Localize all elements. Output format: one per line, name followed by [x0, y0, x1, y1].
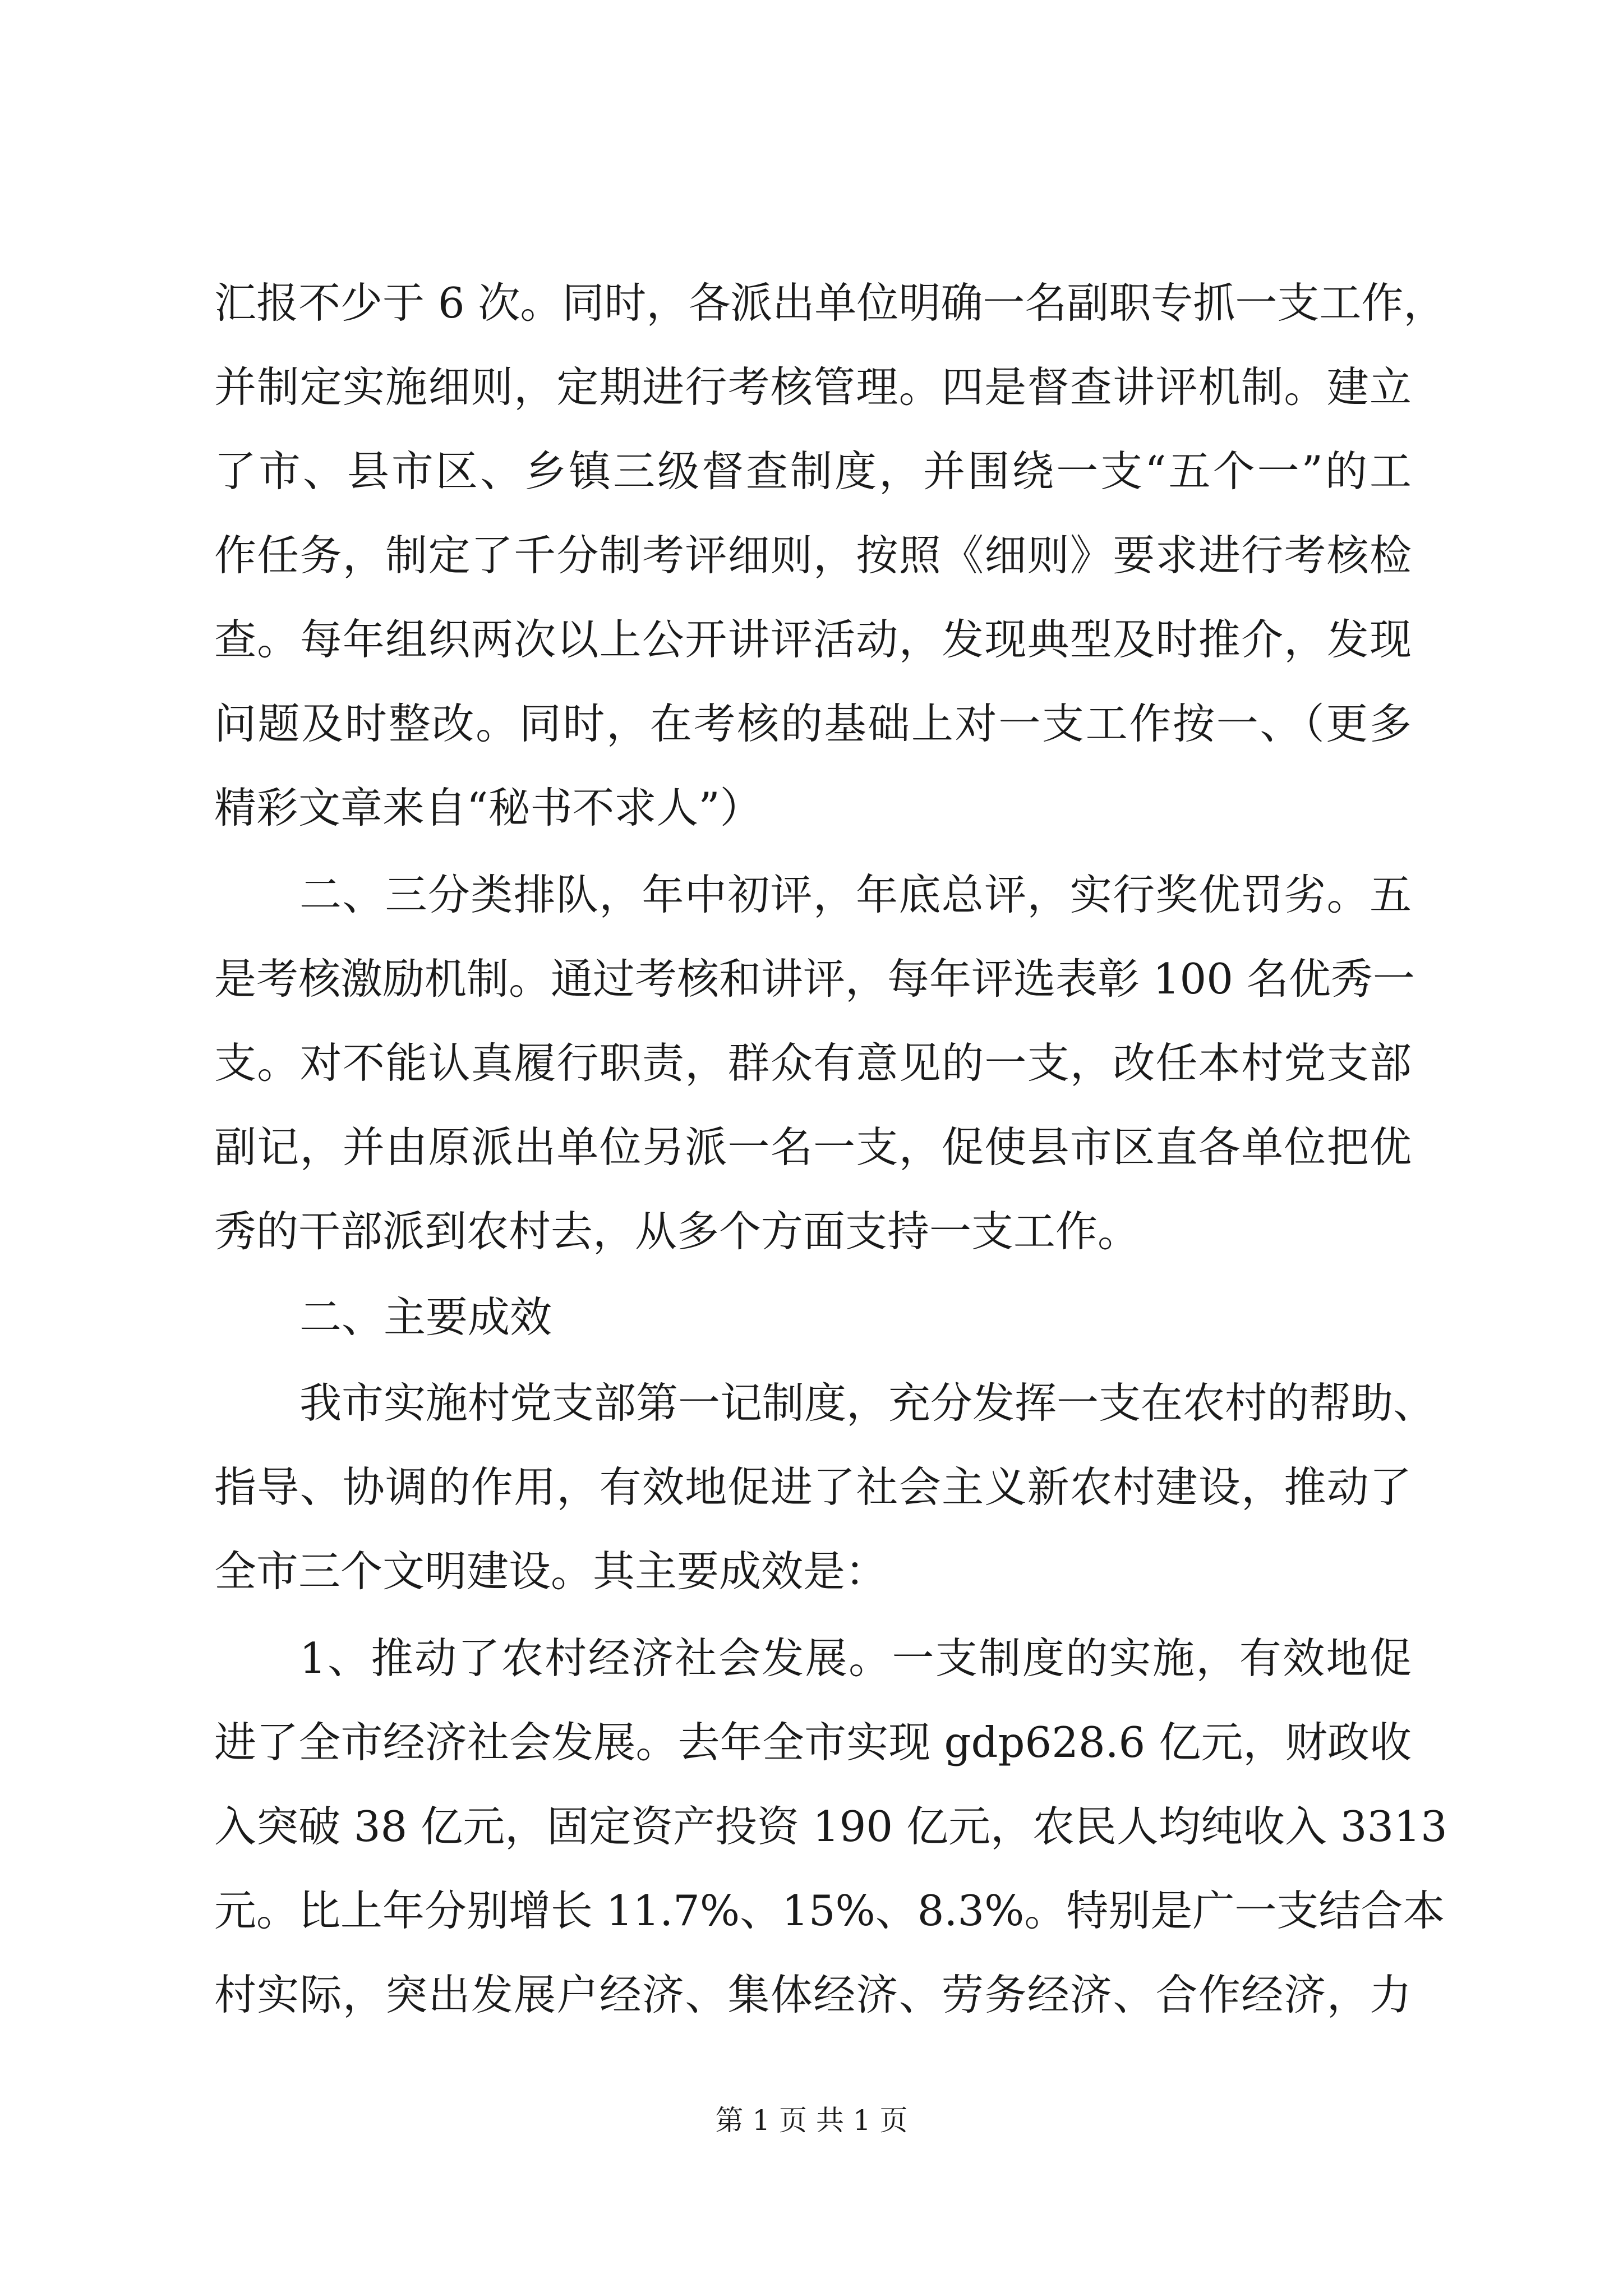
page-footer: 第 1 页 共 1 页 — [715, 2104, 908, 2137]
text-line: 问题及时整改。同时，在考核的基础上对一支工作按一、（更多 — [214, 699, 1412, 748]
text-line: 指导、协调的作用，有效地促进了社会主义新农村建设，推动了 — [214, 1462, 1412, 1512]
text-line: 村实际，突出发展户经济、集体经济、劳务经济、合作经济，力 — [214, 1970, 1412, 2019]
text-line: 二、三分类排队，年中初评，年底总评，实行奖优罚劣。五 — [299, 870, 1412, 919]
text-line: 汇报不少于 6 次。同时，各派出单位明确一名副职专抓一支工作， — [214, 278, 1446, 328]
text-line: 精彩文章来自“秘书不求人”） — [214, 783, 762, 832]
text-line: 进了全市经济社会发展。去年全市实现 gdp628.6 亿元，财政收 — [214, 1718, 1412, 1767]
text-line: 副记，并由原派出单位另派一名一支，促使县市区直各单位把优 — [214, 1122, 1412, 1172]
text-line: 是考核激励机制。通过考核和讲评，每年评选表彰 100 名优秀一 — [214, 954, 1415, 1004]
section-heading: 二、主要成效 — [299, 1292, 552, 1342]
text-line: 支。对不能认真履行职责，群众有意见的一支，改任本村党支部 — [214, 1038, 1412, 1088]
text-line: 作任务，制定了千分制考评细则，按照《细则》要求进行考核检 — [214, 531, 1412, 580]
text-line: 并制定实施细则，定期进行考核管理。四是督查讲评机制。建立 — [214, 362, 1412, 412]
text-line: 了市、县市区、乡镇三级督查制度，并围绕一支“五个一”的工 — [214, 447, 1412, 496]
text-line: 元。比上年分别增长 11.7%、15%、8.3%。特别是广一支结合本 — [214, 1886, 1445, 1935]
text-line: 全市三个文明建设。其主要成效是： — [214, 1547, 888, 1596]
text-line: 1、推动了农村经济社会发展。一支制度的实施，有效地促 — [299, 1634, 1412, 1683]
text-line: 入突破 38 亿元，固定资产投资 190 亿元，农民人均纯收入 3313 — [214, 1802, 1447, 1851]
text-line: 查。每年组织两次以上公开讲评活动，发现典型及时推介，发现 — [214, 615, 1412, 664]
text-line: 我市实施村党支部第一记制度，充分发挥一支在农村的帮助、 — [299, 1378, 1436, 1428]
text-line: 秀的干部派到农村去，从多个方面支持一支工作。 — [214, 1207, 1140, 1256]
